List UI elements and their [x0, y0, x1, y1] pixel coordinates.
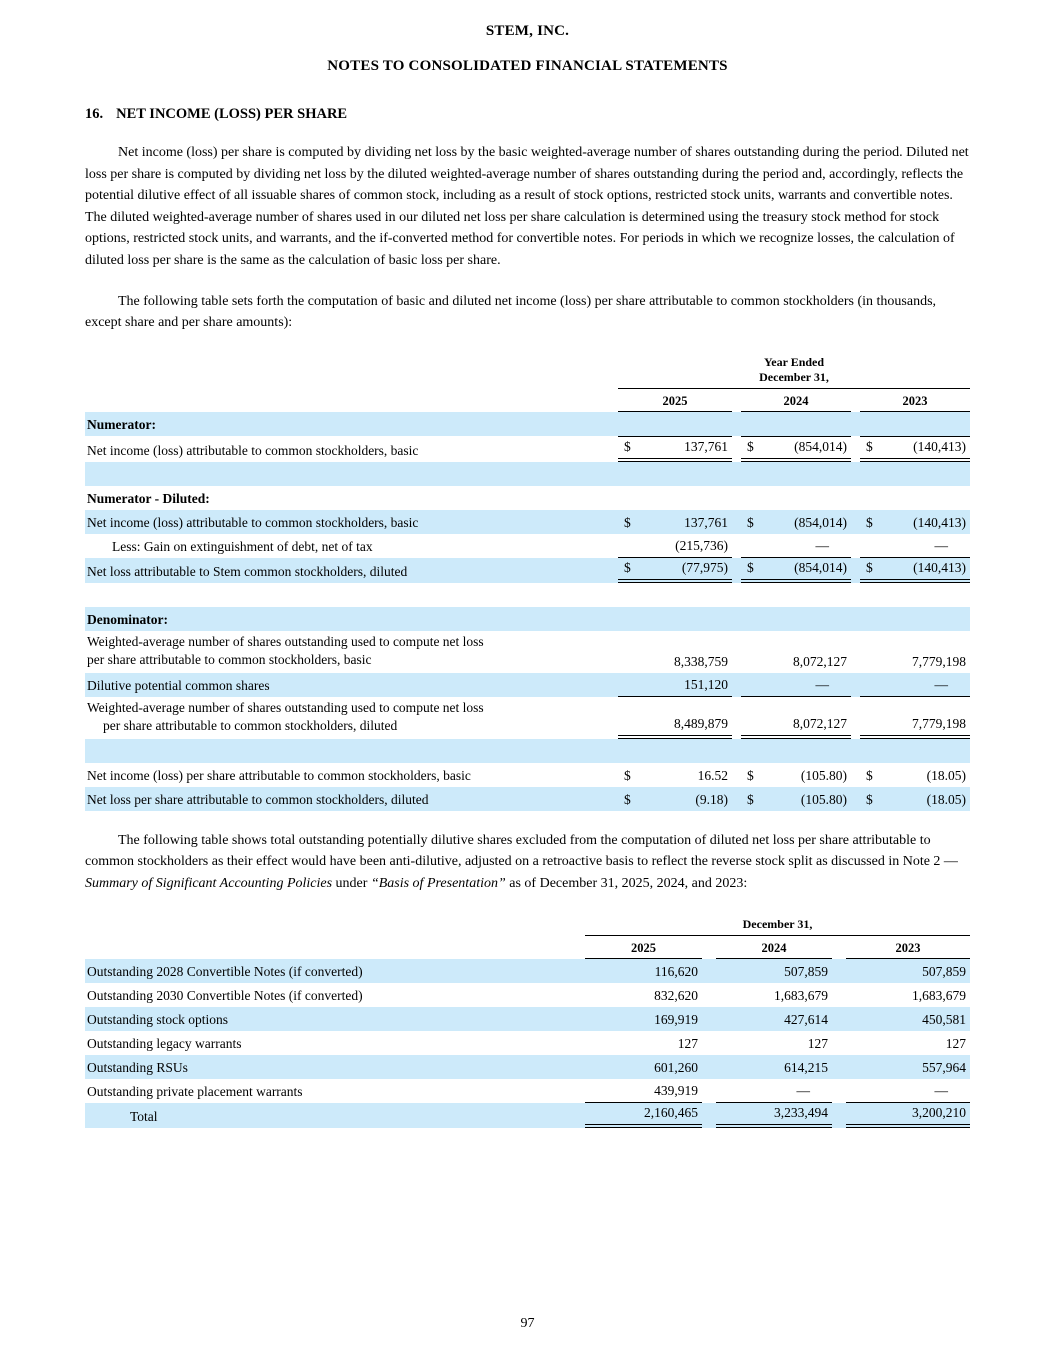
value-2025: 601,260 [654, 1059, 698, 1075]
basis-of-presentation-reference: “Basis of Presentation” [370, 875, 506, 891]
value-2024: 507,859 [784, 963, 828, 979]
dollar-sign: $ [866, 767, 873, 783]
value-2025: (215,736) [675, 537, 728, 553]
value-2024: (854,014) [794, 438, 847, 454]
row-label: Numerator - Diluted: [87, 490, 210, 506]
spacer-row [85, 462, 970, 486]
row-label: Net income (loss) attributable to common stockholders, basic [87, 514, 419, 530]
row-label: Outstanding private placement warrants [87, 1083, 303, 1099]
value-2023: 450,581 [922, 1011, 966, 1027]
row-label: Net income (loss) per share attributable to common stockholders, basic [87, 767, 471, 783]
dollar-sign: $ [866, 438, 873, 454]
row-label: Less: Gain on extinguishment of debt, net of tax [112, 538, 373, 554]
section-heading [85, 106, 970, 123]
page-number: 97 [520, 1316, 535, 1331]
table-row-net-loss-diluted [85, 558, 970, 583]
value-2025: (9.18) [695, 791, 728, 807]
dollar-sign: $ [624, 791, 631, 807]
value-2024: 8,072,127 [793, 715, 847, 731]
year-2024: 2024 [716, 939, 832, 959]
year-header-row [85, 936, 970, 959]
row-label: Denominator: [87, 611, 168, 627]
value-2024: (105.80) [800, 767, 847, 783]
value-2024: (854,014) [794, 559, 847, 575]
table-row-wavg-diluted [85, 697, 970, 739]
row-label: Weighted-average number of shares outstanding used to compute net loss per share attributable to common stockholders, diluted [87, 699, 484, 734]
dollar-sign: $ [624, 514, 631, 530]
dollar-sign: $ [747, 767, 754, 783]
row-label: Net loss per share attributable to common stockholders, diluted [87, 791, 429, 807]
year-2024: 2024 [741, 392, 851, 412]
table-row-total [85, 1103, 970, 1128]
table-row-net-income-basic-diluted [85, 510, 970, 534]
row-label: Outstanding 2028 Convertible Notes (if converted) [87, 963, 363, 979]
value-2023: 7,779,198 [912, 715, 966, 731]
value-2023: (140,413) [913, 559, 966, 575]
row-label: Outstanding RSUs [87, 1059, 188, 1075]
table-row-wavg-basic [85, 631, 970, 673]
value-2024: 614,215 [784, 1059, 828, 1075]
year-header-row [85, 389, 970, 412]
dollar-sign: $ [624, 559, 631, 575]
value-2023: — [934, 676, 948, 692]
value-2023: — [934, 537, 948, 553]
value-2024: (105.80) [800, 791, 847, 807]
row-label: Outstanding 2030 Convertible Notes (if converted) [87, 987, 363, 1003]
row-label: Outstanding legacy warrants [87, 1035, 242, 1051]
value-2024: 8,072,127 [793, 653, 847, 669]
row-label: Numerator: [87, 416, 156, 432]
row-label: Outstanding stock options [87, 1011, 228, 1027]
dollar-sign: $ [747, 514, 754, 530]
period-header: December 31, [585, 917, 970, 936]
value-2025: 116,620 [654, 963, 698, 979]
value-2023: (140,413) [913, 514, 966, 530]
value-2025: 169,919 [654, 1011, 698, 1027]
value-2025: 8,489,879 [674, 715, 728, 731]
table-row-eps-diluted [85, 787, 970, 811]
dollar-sign: $ [747, 438, 754, 454]
value-2024: — [815, 676, 829, 692]
value-2025: 137,761 [684, 514, 728, 530]
table-row-rsus [85, 1055, 970, 1079]
spacer-row [85, 583, 970, 607]
value-2024: 127 [807, 1035, 828, 1051]
dollar-sign: $ [747, 791, 754, 807]
value-2023: 3,200,210 [912, 1104, 966, 1120]
dollar-sign: $ [624, 767, 631, 783]
table-row-stock-options [85, 1007, 970, 1031]
table-row-2028-notes [85, 959, 970, 983]
paragraph-antidilutive-intro: The following table shows total outstanding potentially dilutive shares excluded from the computation of diluted net loss per share attributable to common stockholders as their effect would have been anti-dilutive, adjusted on a retroactive basis to reflect the reverse stock split as discussed in Note 2 — Summary of Significant Accounting Policies under “Basis of Presentation” as of December 31, 2025, 2024, and 2023: [85, 832, 958, 891]
year-2025: 2025 [618, 392, 732, 412]
table-row-dilutive-potential-shares [85, 673, 970, 697]
value-2023: 507,859 [922, 963, 966, 979]
dollar-sign: $ [624, 438, 631, 454]
value-2023: 7,779,198 [912, 653, 966, 669]
section-title: NET INCOME (LOSS) PER SHARE [116, 106, 348, 122]
paragraph-eps-method: Net income (loss) per share is computed by dividing net loss by the basic weighted-average number of shares outstanding during the period. Diluted net loss per share is computed by dividing net loss by the diluted weighted-average number of shares outstanding during the period and, accordingly, reflects the potential dilutive effect of all issuable shares of common stock, including as a result of stock options, restricted stock units, warrants and convertible notes. The diluted weighted-average number of shares used in our diluted net loss per share calculation is determined using the treasury stock method for stock options, restricted stock units, and warrants, and the if-converted method for convertible notes. For periods in which we recognize losses, the calculation of diluted loss per share is the same as the calculation of basic loss per share. [85, 145, 969, 268]
table-row-legacy-warrants [85, 1031, 970, 1055]
spacer-row [85, 739, 970, 763]
eps-computation-table [85, 355, 970, 811]
year-2023: 2023 [860, 392, 970, 412]
document-title: NOTES TO CONSOLIDATED FINANCIAL STATEMENTS [327, 58, 728, 74]
row-label: Dilutive potential common shares [87, 677, 270, 693]
table-row-denominator-header [85, 607, 970, 631]
year-2025: 2025 [585, 939, 702, 959]
value-2023: (140,413) [913, 438, 966, 454]
dollar-sign: $ [747, 559, 754, 575]
dollar-sign: $ [866, 559, 873, 575]
table-row-numerator-diluted-header [85, 486, 970, 510]
value-2025: 8,338,759 [674, 653, 728, 669]
value-2024: (854,014) [794, 514, 847, 530]
row-label: Net income (loss) attributable to common stockholders, basic [87, 442, 419, 458]
value-2025: 151,120 [684, 676, 728, 692]
value-2024: 1,683,679 [774, 987, 828, 1003]
value-2023: 557,964 [922, 1059, 966, 1075]
table-row-private-placement-warrants [85, 1079, 970, 1103]
table-row-numerator-header [85, 412, 970, 436]
table-row-2030-notes [85, 983, 970, 1007]
dollar-sign: $ [866, 791, 873, 807]
row-label: Net loss attributable to Stem common stockholders, diluted [87, 563, 408, 579]
dollar-sign: $ [866, 514, 873, 530]
table-header-row [85, 355, 970, 389]
company-name: STEM, INC. [485, 23, 570, 39]
paragraph-table1-intro: The following table sets forth the computation of basic and diluted net income (loss) per share attributable to common stockholders (in thousands, except share and per share amounts): [85, 293, 937, 331]
value-2025: 2,160,465 [644, 1104, 698, 1120]
value-2024: — [815, 537, 829, 553]
value-2024: 427,614 [784, 1011, 828, 1027]
table-row-less-gain-extinguishment [85, 534, 970, 558]
value-2025: 16.52 [697, 767, 728, 783]
table-row-net-income-basic [85, 436, 970, 462]
table-row-eps-basic [85, 763, 970, 787]
value-2025: 127 [677, 1035, 698, 1051]
value-2023: 127 [945, 1035, 966, 1051]
year-2023: 2023 [846, 939, 970, 959]
note2-reference: Summary of Significant Accounting Policies [85, 875, 333, 891]
value-2024: 3,233,494 [774, 1104, 828, 1120]
period-header: Year Ended December 31, [618, 355, 970, 389]
antidilutive-shares-table [85, 912, 970, 1128]
value-2023: — [934, 1082, 948, 1098]
section-number: 16. [85, 106, 104, 122]
value-2025: 439,919 [654, 1082, 698, 1098]
value-2023: (18.05) [926, 791, 966, 807]
row-label: Total [130, 1108, 158, 1124]
value-2025: 832,620 [654, 987, 698, 1003]
value-2024: — [796, 1082, 810, 1098]
table-header-row [85, 912, 970, 936]
row-label: Weighted-average number of shares outstanding used to compute net loss per share attributable to common stockholders, basic [87, 633, 484, 668]
value-2023: 1,683,679 [912, 987, 966, 1003]
value-2025: 137,761 [684, 438, 728, 454]
value-2023: (18.05) [926, 767, 966, 783]
value-2025: (77,975) [681, 559, 728, 575]
